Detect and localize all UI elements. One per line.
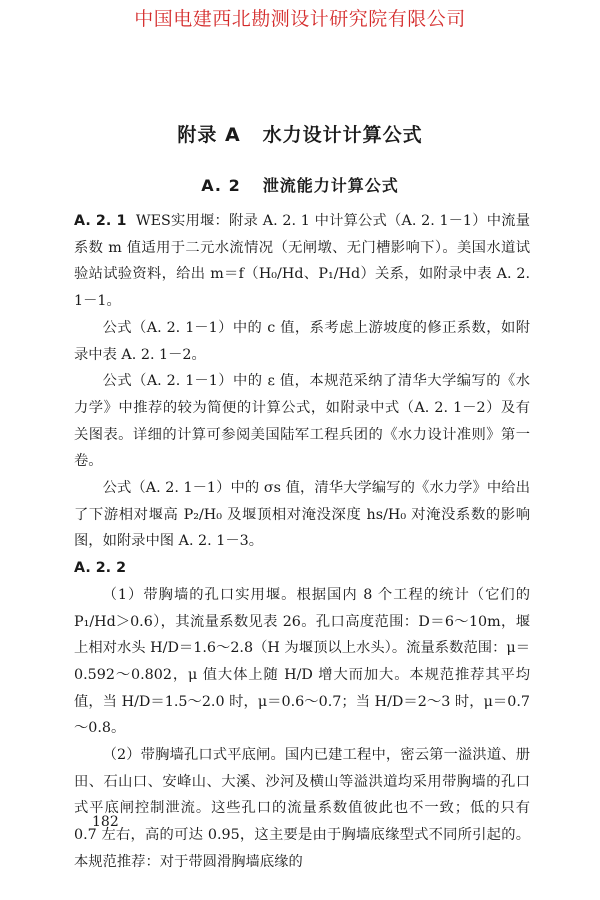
appendix-label: 附录 A — [177, 124, 241, 146]
body-text — [74, 208, 530, 876]
paragraph-text: WES实用堰：附录 A. 2. 1 中计算公式（A. 2. 1－1）中流量系数 m 值适用于二元水流情况（无闸墩、无门槽影响下）。美国水道试验站试验资料，给出 m＝f（H₀/Hd、P₁/Hd）关系，如附录中表 A. 2. 1－1。 — [74, 213, 530, 310]
watermark: 中国电建西北勘测设计研究院有限公司 — [134, 8, 466, 30]
section-title — [0, 173, 600, 196]
section-heading: 泄流能力计算公式 — [262, 176, 399, 195]
page-number: 182 — [92, 814, 119, 830]
appendix-heading: 水力设计计算公式 — [262, 124, 423, 146]
paragraph: 公式（A. 2. 1－1）中的 σs 值，清华大学编写的《水力学》中给出了下游相对堰高 P₂/H₀ 及堰顶相对淹没深度 hs/H₀ 对淹没系数的影响图，如附录中图 A. 2. 1－3。 — [74, 480, 530, 550]
paragraph: （1）带胸墙的孔口实用堰。根据国内 8 个工程的统计（它们的 P₁/Hd＞0.6），其流量系数见表 26。孔口高度范围：D＝6～10m，堰上相对水头 H/D＝1.6～2.8（H 为堰顶以上水头）。流量系数范围：μ＝0.592～0.802，μ 值大体上随 H/D 增大而加大。本规范推荐其平均值，当 H/D＝1.5～2.0 时，μ＝0.6～0.7；当 H/D＝2～3 时，μ＝0.7～0.8。 — [74, 586, 530, 737]
clause-number: A. 2. 1 — [74, 213, 127, 229]
clause-number: A. 2. 2 — [74, 560, 127, 577]
paragraph: （2）带胸墙孔口式平底闸。国内已建工程中，密云第一溢洪道、册田、石山口、安峰山、大溪、沙河及横山等溢洪道均采用带胸墙的孔口式平底闸控制泄流。这些孔口的流量系数值彼此也不一致；低的只有 0.7 左右，高的可达 0.95，这主要是由于胸墙底缘型式不同所引起的。本规范推荐：对于带圆滑胸墙底缘的 — [74, 747, 530, 870]
section-number: A. 2 — [201, 176, 241, 195]
paragraph: 公式（A. 2. 1－1）中的 c 值，系考虑上游坡度的修正系数，如附录中表 A. 2. 1－2。 — [74, 319, 530, 363]
paragraph-a-2-1 — [74, 208, 530, 315]
paragraph-a-2-2 — [74, 555, 530, 582]
appendix-title — [0, 120, 600, 147]
paragraph: 公式（A. 2. 1－1）中的 ε 值，本规范采纳了清华大学编写的《水力学》中推荐的较为简便的计算公式，如附录中式（A. 2. 1－2）及有关图表。详细的计算可参阅美国陆军工程兵团的《水力设计准则》第一卷。 — [74, 373, 530, 470]
